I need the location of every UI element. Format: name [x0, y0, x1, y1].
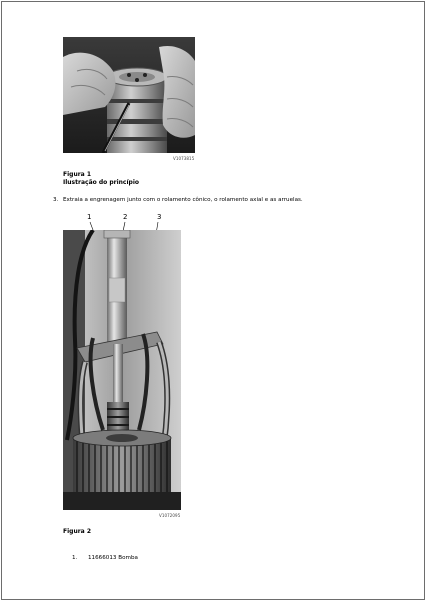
figure-2-photo: [63, 230, 181, 510]
callout-3: 3: [157, 213, 162, 221]
figure-2-label: Figura 2: [63, 528, 91, 535]
figure-1-illustration: [63, 37, 195, 153]
figure-1-code: V1073815: [173, 156, 195, 161]
callout-2: 2: [123, 213, 128, 221]
figure-2-illustration: [63, 230, 181, 510]
reference-item-text: 11666013 Bomba: [88, 555, 138, 561]
step-number: 3.: [53, 197, 59, 203]
figure-1-label: Figura 1: [63, 171, 91, 178]
callout-1: 1: [87, 213, 92, 221]
reference-item-number: 1.: [72, 555, 78, 561]
figure-1-photo: [63, 37, 195, 153]
figure-1-caption: Ilustração do princípio: [63, 179, 139, 186]
figure-2-code: V1072095: [159, 513, 181, 518]
step-text: Extraia a engrenagem junto com o rolamento cônico, o rolamento axial e as arruelas.: [63, 197, 303, 203]
